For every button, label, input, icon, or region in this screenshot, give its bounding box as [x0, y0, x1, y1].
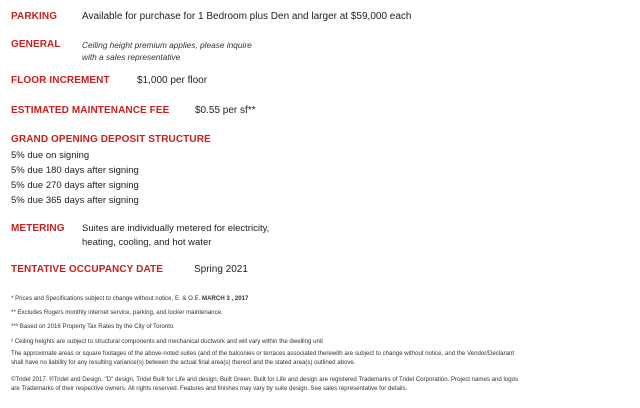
metering-label: METERING: [11, 223, 65, 234]
metering-line-2: heating, cooling, and hot water: [82, 237, 212, 248]
deposit-item: 5% due on signing: [11, 150, 90, 161]
deposit-item: 5% due 365 days after signing: [11, 195, 139, 206]
general-line-1: Ceiling height premium applies, please inquire: [82, 40, 252, 50]
metering-line-1: Suites are individually metered for electricity,: [82, 223, 270, 234]
footnote-prices: [11, 294, 248, 303]
maintenance-value: $0.55 per sf**: [195, 105, 256, 116]
parking-text: Available for purchase for 1 Bedroom plus Den and larger at $59,000 each: [82, 11, 412, 22]
footnote-ceiling: ² Ceiling heights are subject to structural components and mechanical ductwork and will vary within the dwelling unit: [11, 338, 323, 345]
maintenance-label: ESTIMATED MAINTENANCE FEE: [11, 105, 170, 116]
footnote-copyright-line-1: ©Tridel 2017. ®Tridel and Design, "D" design, Tridel Built for Life and design, Built Green. Built for Life and design are registered Trademarks of Tridel Corporation. Project names and logos: [11, 376, 519, 383]
general-label: GENERAL: [11, 39, 61, 50]
floor-increment-label: FLOOR INCREMENT: [11, 75, 110, 86]
footnote-areas-line-1: The approximate areas or square footages of the above-noted suites (and of the balconies or terraces associated therewith are subject to change without notice, and the Vendor/Declarant: [11, 350, 515, 357]
footnote-copyright-line-2: are Trademarks of their respective owners. All rights reserved. Features and finishes may vary by suite design. See sales representative for details.: [11, 385, 408, 392]
occupancy-label: TENTATIVE OCCUPANCY DATE: [11, 264, 164, 275]
deposit-label: GRAND OPENING DEPOSIT STRUCTURE: [11, 134, 211, 145]
parking-label: PARKING: [11, 11, 58, 22]
deposit-item: 5% due 270 days after signing: [11, 180, 139, 191]
footnote-areas-line-2: shall have no liability for any resulting variance(s) between the actual final area(s) thereof and the stated area(s) outlined above.: [11, 359, 356, 366]
footnote-prices-date: MARCH 3 , 2017: [202, 295, 249, 302]
footnote-prices-text: * Prices and Specifications subject to change without notice, E. & O.E.: [11, 295, 203, 302]
deposit-item: 5% due 180 days after signing: [11, 165, 139, 176]
general-line-2: with a sales representative: [82, 52, 181, 62]
footnote-rogers: ** Excludes Rogers monthly internet service, parking, and locker maintenance.: [11, 309, 223, 316]
footnote-tax: *** Based on 2016 Property Tax Rates by the City of Toronto: [11, 323, 174, 330]
floor-increment-value: $1,000 per floor: [137, 75, 208, 86]
occupancy-value: Spring 2021: [194, 264, 248, 275]
